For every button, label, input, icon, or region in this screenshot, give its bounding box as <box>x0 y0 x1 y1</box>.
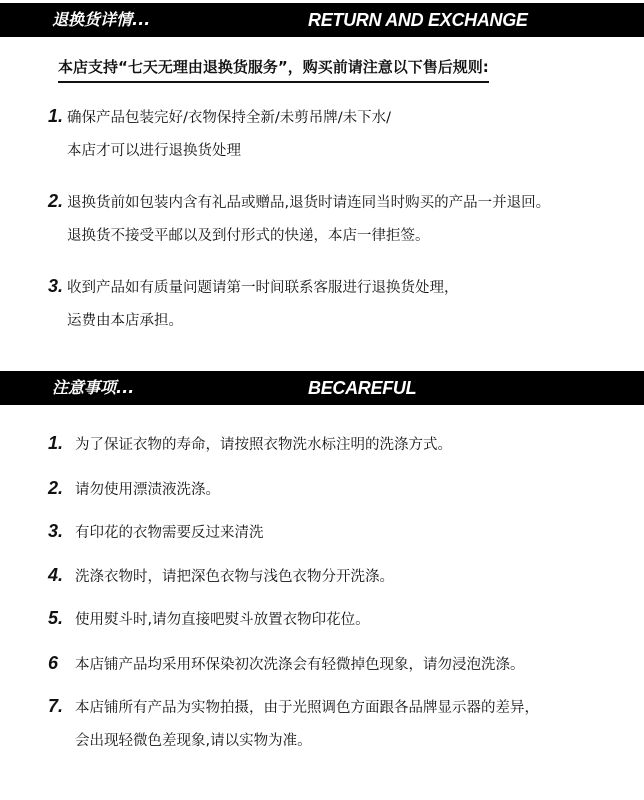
return-policy-intro: 本店支持“七天无理由退换货服务”，购买前请注意以下售后规则: <box>58 56 489 83</box>
rule-text-line2: 退换货不接受平邮以及到付形式的快递，本店一律拒签。 <box>67 228 430 244</box>
note-text: 洗涤衣物时，请把深色衣物与浅色衣物分开洗涤。 <box>75 569 394 585</box>
note-number: 6 <box>48 653 59 673</box>
rule-number: 3. <box>48 276 64 296</box>
care-note-3 <box>48 521 264 542</box>
note-number: 5. <box>48 608 64 628</box>
care-title-cn: 注意事项... <box>52 378 135 397</box>
note-text: 本店铺所有产品为实物拍摄，由于光照调色方面跟各品牌显示器的差异， <box>75 700 539 716</box>
rule-text-line1: 收到产品如有质量问题请第一时间联系客服进行退换货处理， <box>67 280 459 296</box>
return-title-en: RETURN AND EXCHANGE <box>308 10 528 30</box>
rule-text-line2: 运费由本店承担。 <box>67 313 183 329</box>
note-number: 4. <box>48 565 64 585</box>
care-note-6 <box>48 653 525 674</box>
rule-number: 1. <box>48 106 64 126</box>
care-section-header <box>0 371 644 405</box>
care-note-2 <box>48 478 220 499</box>
note-text: 为了保证衣物的寿命，请按照衣物洗水标注明的洗涤方式。 <box>75 437 452 453</box>
return-section-header <box>0 3 644 37</box>
care-note-4 <box>48 565 394 586</box>
care-title-en: BECAREFUL <box>308 378 417 398</box>
care-note-7 <box>48 696 539 750</box>
rule-number: 2. <box>48 191 64 211</box>
note-text-line2: 会出现轻微色差现象,请以实物为准。 <box>75 733 312 749</box>
note-text: 有印花的衣物需要反过来清洗 <box>75 525 264 541</box>
rule-text-line1: 确保产品包装完好/衣物保持全新/未剪吊牌/未下水/ <box>67 110 392 126</box>
note-text: 请勿使用漂渍液洗涤。 <box>75 482 220 498</box>
note-number: 2. <box>48 478 64 498</box>
note-number: 7. <box>48 696 64 716</box>
note-number: 1. <box>48 433 64 453</box>
rule-text-line1: 退换货前如包装内含有礼品或赠品,退货时请连同当时购买的产品一并退回。 <box>67 195 551 211</box>
note-number: 3. <box>48 521 64 541</box>
return-rule-1 <box>48 106 391 160</box>
return-rule-3 <box>48 276 459 330</box>
return-rule-2 <box>48 191 550 245</box>
note-text: 本店铺产品均采用环保染初次洗涤会有轻微掉色现象，请勿浸泡洗涤。 <box>75 657 525 673</box>
care-note-5 <box>48 608 370 629</box>
return-title-cn: 退换货详情... <box>52 10 151 29</box>
rule-text-line2: 本店才可以进行退换货处理 <box>67 143 241 159</box>
care-note-1 <box>48 433 452 454</box>
note-text: 使用熨斗时,请勿直接吧熨斗放置衣物印花位。 <box>75 612 370 628</box>
